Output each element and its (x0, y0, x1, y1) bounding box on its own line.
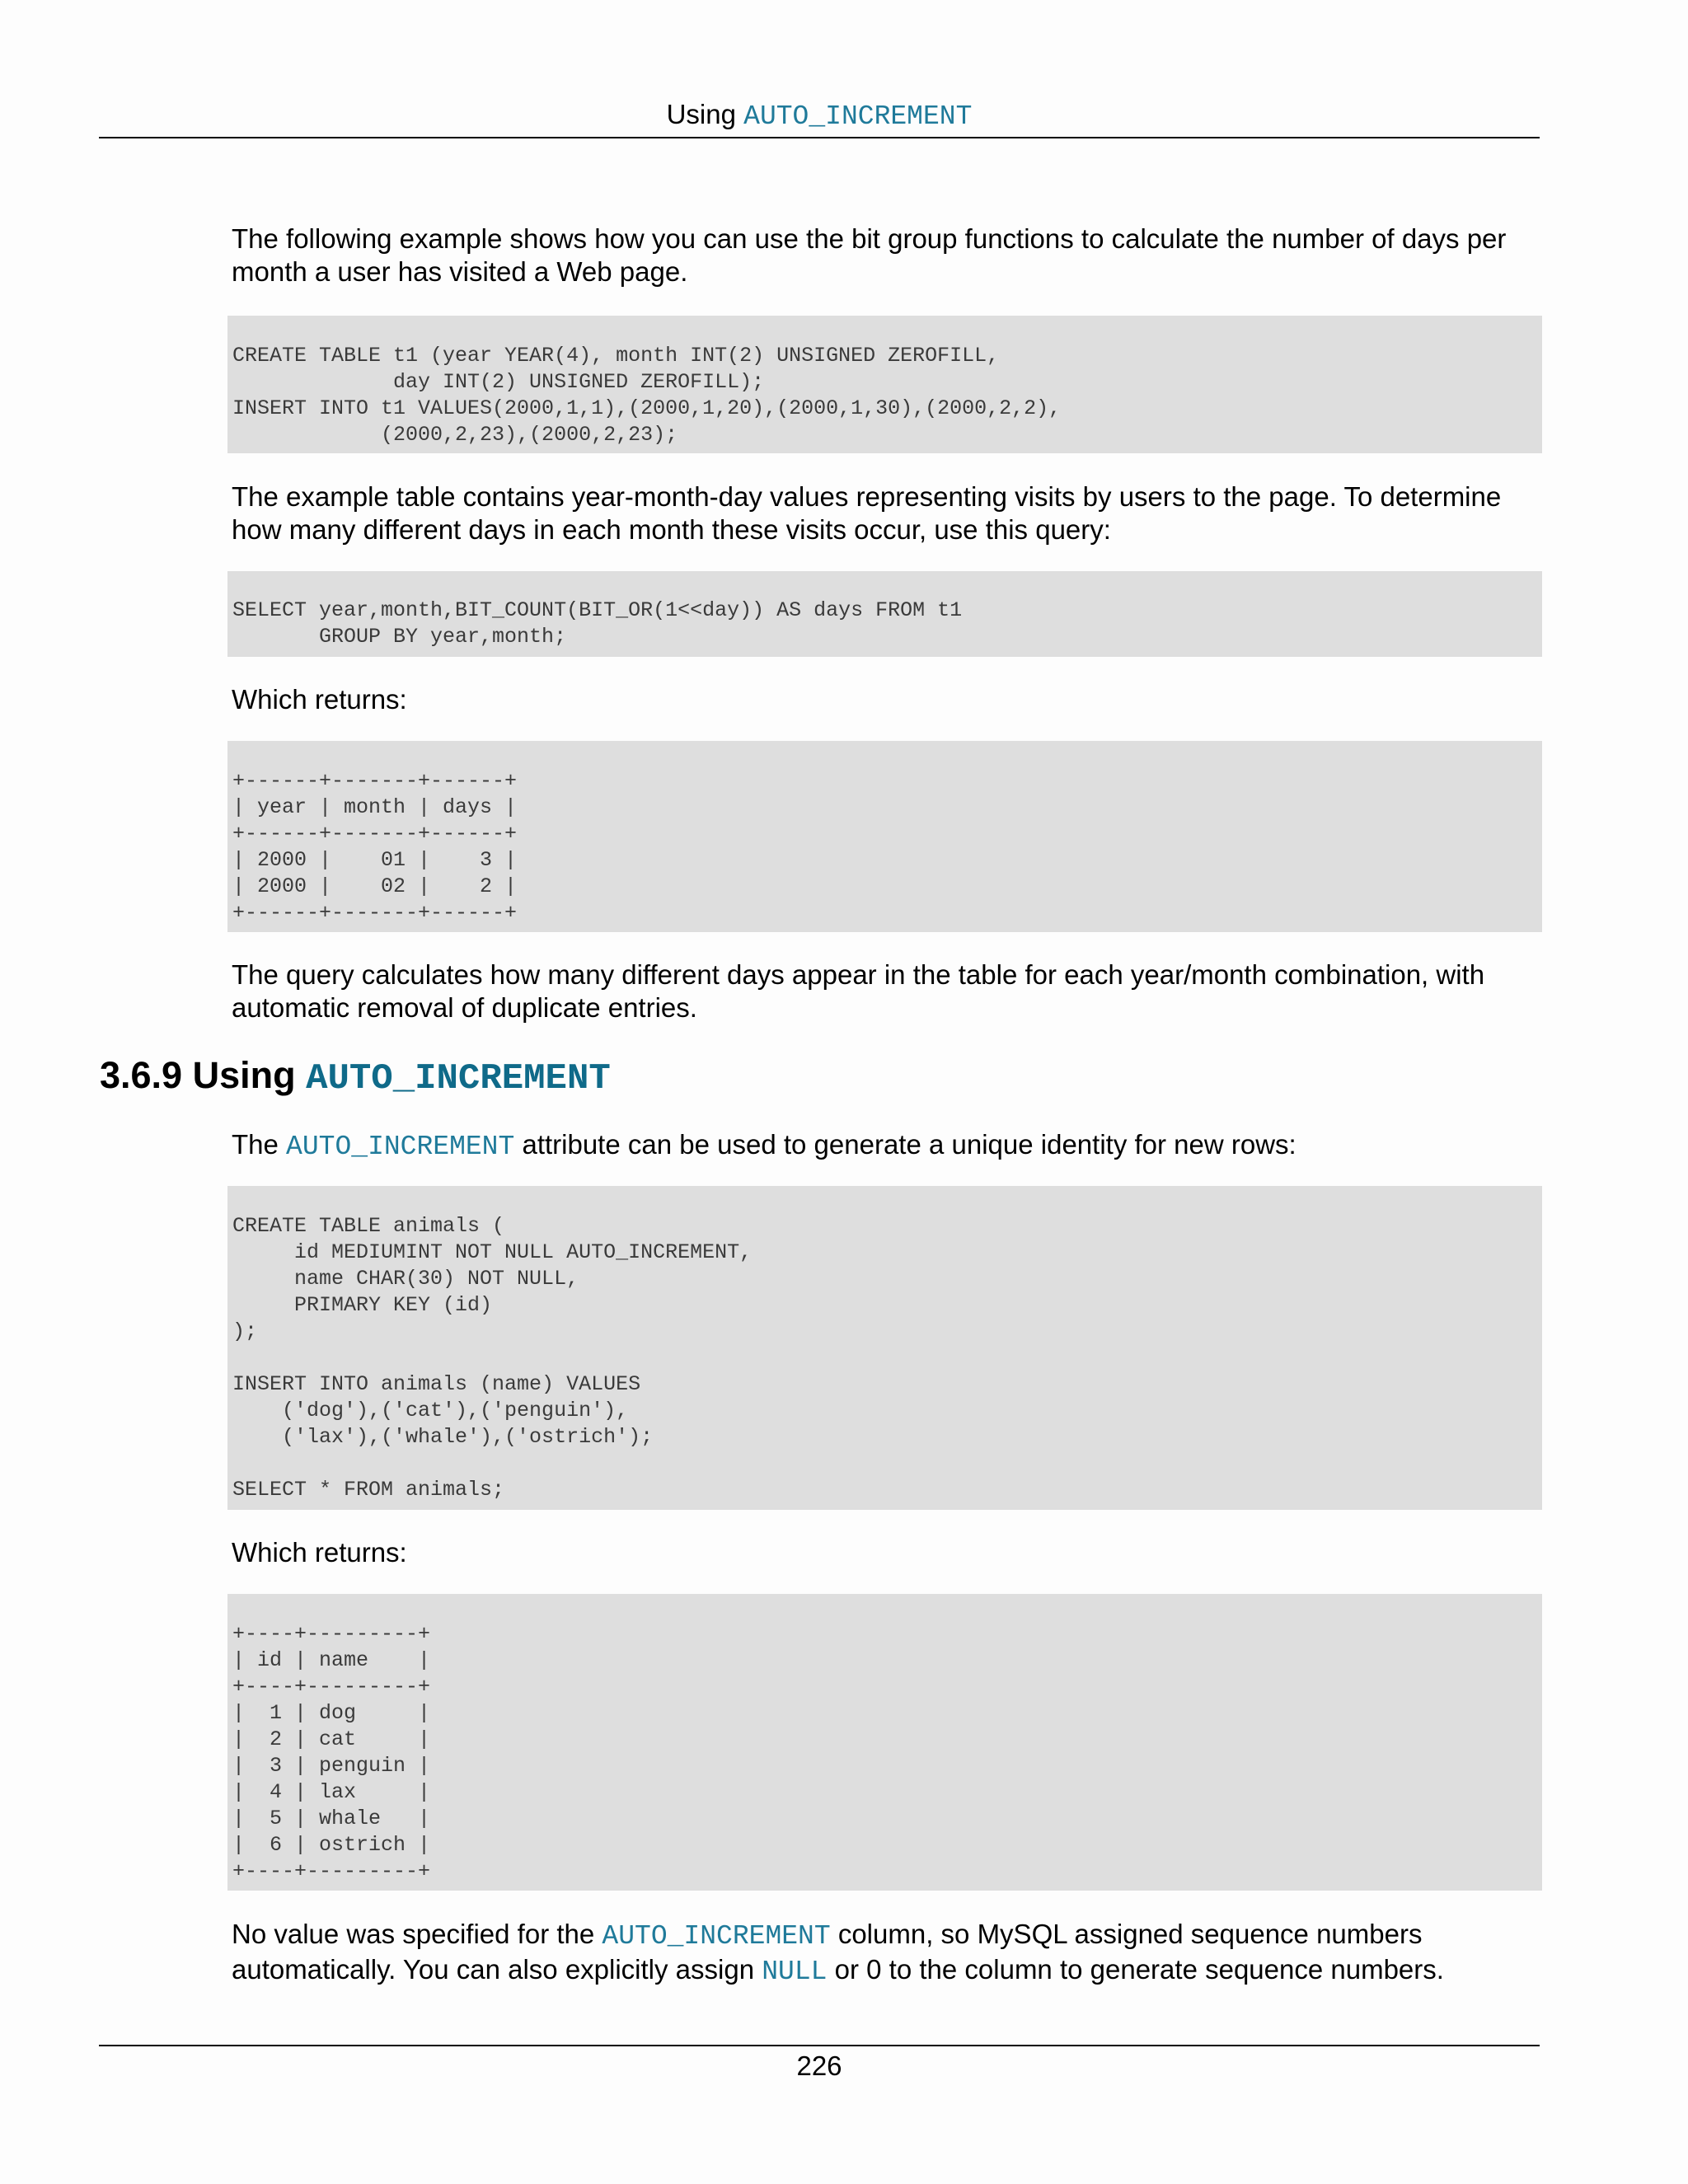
which-returns-label-2: Which returns: (232, 1537, 407, 1568)
para5-code-2: NULL (762, 1957, 828, 1987)
para5-text-2: column, so MySQL assigned sequence numbers automatically. You can also explicitly assign (232, 1919, 1423, 1985)
footer-rule (99, 2045, 1540, 2046)
para5-text-1: No value was specified for the (232, 1919, 603, 1949)
result-table-animals: +----+---------+ | id | name | +----+---------+ | 1 | dog | | 2 | cat | | 3 | penguin | | 4 | lax | | 5 | whale | | 6 | ostrich | +----+---------+ (227, 1594, 1542, 1891)
code-block-create-animals: CREATE TABLE animals ( id MEDIUMINT NOT NULL AUTO_INCREMENT, name CHAR(30) NOT NULL, PRIMARY KEY (id) ); INSERT INTO animals (name) VALUES ('dog'),('cat'),('penguin'), ('lax'),('whale'),('ostrich'); SELECT * FROM animals; (227, 1186, 1542, 1510)
section-heading (100, 1051, 611, 1104)
section-heading-code: AUTO_INCREMENT (306, 1058, 611, 1099)
paragraph-example-table: The example table contains year-month-day values representing visits by users to the page. To determine how many different days in each month these visits occur, use this query: (232, 481, 1502, 545)
paragraph-sequence-numbers (232, 1918, 1542, 1989)
running-header-code: AUTO_INCREMENT (743, 101, 973, 132)
running-header-text: Using (666, 99, 744, 129)
section-heading-text: 3.6.9 Using (100, 1054, 307, 1096)
paragraph-query-explanation: The query calculates how many different days appear in the table for each year/month combination, with automatic removal of duplicate entries. (232, 959, 1485, 1023)
intro-paragraph: The following example shows how you can use the bit group functions to calculate the number of days per month a user has visited a Web page. (232, 223, 1507, 287)
para4-text-after: attribute can be used to generate a unique identity for new rows: (514, 1129, 1296, 1160)
result-table-days: +------+-------+------+ | year | month | days | +------+-------+------+ | 2000 | 01 | 3 | | 2000 | 02 | 2 | +------+-------+------+ (227, 741, 1542, 932)
para4-text-before: The (232, 1129, 287, 1160)
running-header (99, 96, 1540, 136)
paragraph-auto-increment-attr (232, 1128, 1542, 1164)
page-number: 226 (796, 2050, 842, 2081)
code-block-select-bitcount: SELECT year,month,BIT_COUNT(BIT_OR(1<<day)) AS days FROM t1 GROUP BY year,month; (227, 571, 1542, 657)
code-block-create-t1: CREATE TABLE t1 (year YEAR(4), month INT(2) UNSIGNED ZEROFILL, day INT(2) UNSIGNED ZEROFILL); INSERT INTO t1 VALUES(2000,1,1),(2000,1,20),(2000,1,30),(2000,2,2), (2000,2,23),(2000,2,23); (227, 316, 1542, 453)
para4-code: AUTO_INCREMENT (286, 1132, 515, 1162)
para5-code-1: AUTO_INCREMENT (602, 1921, 831, 1952)
which-returns-label: Which returns: (232, 684, 407, 715)
header-rule (99, 137, 1540, 138)
para5-text-3: or 0 to the column to generate sequence numbers. (827, 1954, 1444, 1985)
